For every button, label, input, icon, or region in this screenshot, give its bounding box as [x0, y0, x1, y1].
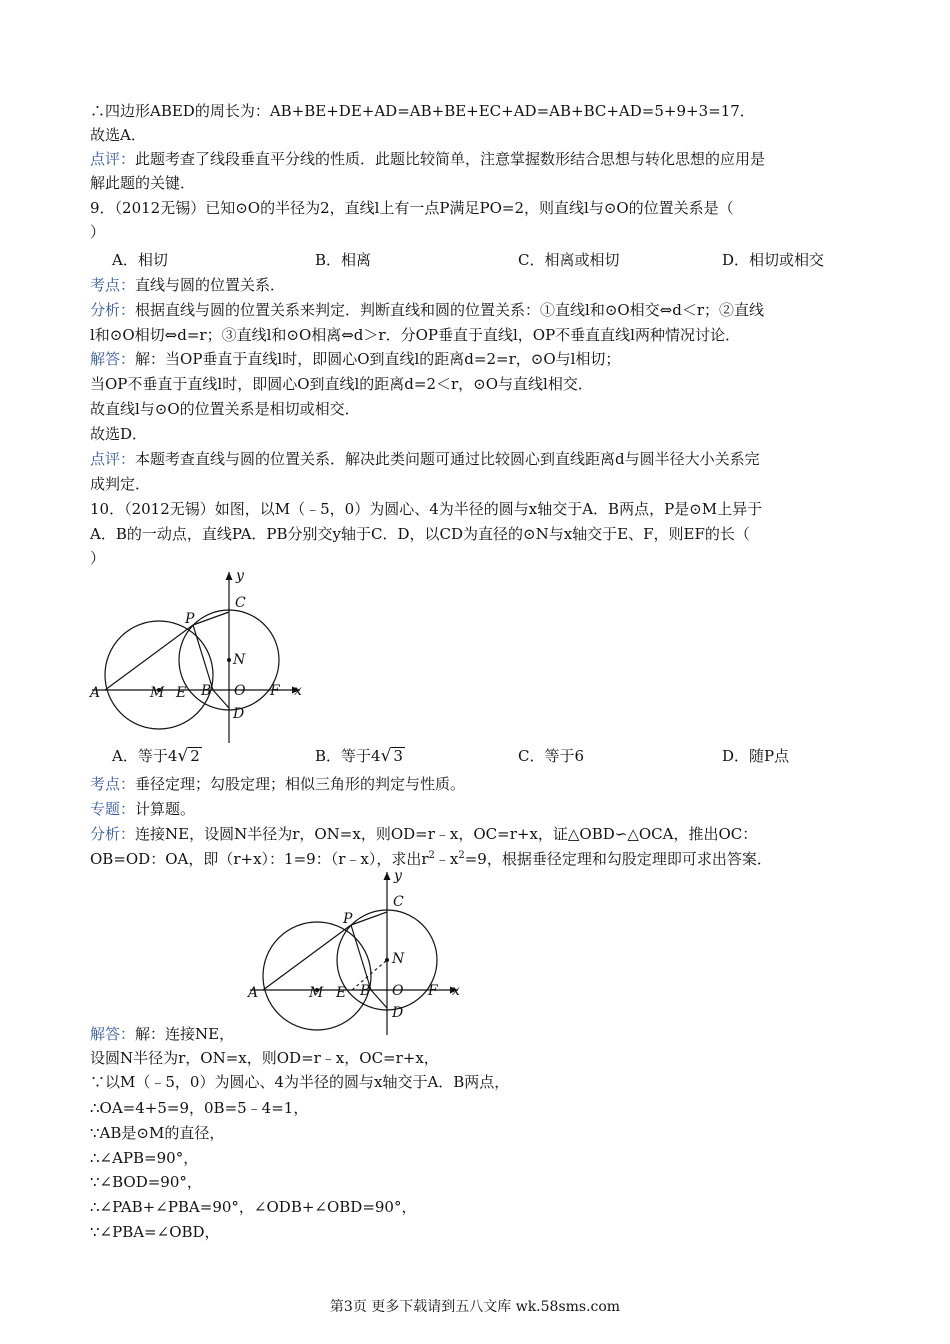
label-M: M [150, 685, 165, 701]
kaodian-text: 垂径定理；勾股定理；相似三角形的判定与性质。 [135, 775, 466, 793]
radicand: 2 [190, 747, 200, 765]
zhuanti-label: 专题： [90, 800, 136, 818]
text-line: 设圆N半径为r，ON=x，则OD=r﹣x，OC=r+x， [90, 1049, 439, 1067]
q10-zhuanti [90, 798, 195, 820]
text-line: ∴四边形ABED的周长为：AB+BE+DE+AD=AB+BE+EC+AD=AB+BC+AD=5+9+3=17． [90, 102, 755, 120]
jieda-text: 解：连接NE， [135, 1025, 235, 1043]
label-C: C [393, 894, 404, 910]
sqrt-icon: √ [380, 746, 392, 766]
radicand: 3 [393, 747, 403, 765]
label-D: D [392, 1005, 404, 1021]
label-M: M [309, 985, 324, 1001]
option-text: A．等于4 [112, 747, 178, 765]
zhuanti-text: 计算题。 [135, 800, 196, 818]
jieda-label: 解答： [90, 1025, 136, 1043]
fenxi-text: 根据直线与圆的位置关系来判定．判断直线和圆的位置关系：①直线l和⊙O相交⇔d＜r；②直线 [135, 301, 765, 319]
text-line: ∵∠BOD=90°， [90, 1173, 202, 1191]
label-O: O [234, 683, 246, 699]
kaodian-label: 考点： [90, 276, 136, 294]
option-text: B．等于4 [315, 747, 381, 765]
label-A: A [248, 985, 259, 1001]
text-line: 当OP不垂直于直线l时，即圆心O到直线l的距离d=2＜r，⊙O与直线l相交． [90, 375, 593, 393]
sqrt-icon: √ [177, 746, 189, 766]
text-line: ∴∠PAB+∠PBA=90°，∠ODB+∠OBD=90°， [90, 1198, 417, 1216]
label-E: E [176, 685, 187, 701]
review-line [90, 148, 765, 170]
geometry-figure-1 [88, 566, 308, 746]
jieda-text: 解：当OP垂直于直线l时，即圆心O到直线l的距离d=2=r，⊙O与l相切； [135, 350, 621, 368]
label-x: x [294, 683, 302, 699]
jieda-label: 解答： [90, 350, 136, 368]
fenxi-label: 分析： [90, 301, 136, 319]
label-F: F [270, 683, 280, 699]
q10-fenxi [90, 823, 757, 845]
q9-option-d: D．相切或相交 [722, 251, 825, 269]
text-line: ∵∠PBA=∠OBD， [90, 1223, 220, 1241]
label-A: A [90, 685, 101, 701]
kaodian-label: 考点： [90, 775, 136, 793]
label-C: C [235, 595, 246, 611]
label-P: P [343, 911, 353, 927]
text-line: ∵AB是⊙M的直径， [90, 1124, 225, 1142]
label-y: y [236, 568, 244, 584]
q10-option-c: C．等于6 [518, 747, 585, 765]
text-segment: OB=OD：OA，即（r+x）：1=9：（r﹣x），求出r [90, 850, 429, 868]
text-line: ∵以M（﹣5，0）为圆心、4为半径的圆与x轴交于A．B两点， [90, 1073, 510, 1091]
text-segment: =9，根据垂径定理和勾股定理即可求出答案． [464, 850, 772, 868]
q10-kaodian [90, 773, 465, 795]
text-line: 解此题的关键． [90, 174, 196, 192]
q9-fenxi [90, 299, 764, 321]
text-line: ∴OA=4+5=9，0B=5﹣4=1， [90, 1099, 309, 1117]
q9-option-a: A．相切 [112, 251, 168, 269]
label-O: O [392, 983, 404, 999]
q10-jieda [90, 1023, 234, 1045]
label-y: y [394, 868, 402, 884]
q9-kaodian [90, 274, 285, 296]
q10-option-b [315, 745, 405, 767]
label-D: D [233, 706, 245, 722]
superscript: 2 [428, 850, 435, 861]
question-10-title-cont: ） [90, 549, 106, 567]
label-N: N [233, 652, 246, 668]
label-N: N [392, 951, 405, 967]
geometry-figure-2 [245, 866, 470, 1038]
label-B: B [360, 983, 371, 999]
q9-dianping [90, 448, 760, 470]
question-9-title: 9．（2012无锡）已知⊙O的半径为2，直线l上有一点P满足PO=2，则直线l与⊙O的位置关系是（ [90, 199, 734, 217]
label-P: P [185, 611, 195, 627]
q9-fenxi-cont: l和⊙O相切⇔d=r；③直线l和⊙O相离⇔d＞r．分OP垂直于直线l，OP不垂直直线l两种情况讨论． [90, 326, 740, 344]
text-line: 故直线l与⊙O的位置关系是相切或相交． [90, 400, 360, 418]
question-9-title-cont: ） [90, 223, 106, 241]
fenxi-label: 分析： [90, 825, 136, 843]
text-line: 故选D． [90, 425, 148, 443]
kaodian-text: 直线与圆的位置关系． [135, 276, 286, 294]
q9-jieda [90, 348, 620, 370]
label-F: F [428, 983, 438, 999]
review-text: 本题考查直线与圆的位置关系．解决此类问题可通过比较圆心到直线距离d与圆半径大小关系完 [135, 450, 760, 468]
q10-option-d: D．随P点 [722, 747, 790, 765]
text-line: 成判定． [90, 475, 151, 493]
question-10-title: 10．（2012无锡）如图，以M（﹣5，0）为圆心、4为半径的圆与x轴交于A．B两点，P是⊙M上异于 [90, 500, 763, 518]
q10-option-a [112, 745, 202, 767]
review-text: 此题考查了线段垂直平分线的性质．此题比较简单，注意掌握数形结合思想与转化思想的应用是 [135, 150, 766, 168]
text-line: 故选A． [90, 126, 146, 144]
question-10-title-cont: A．B的一动点，直线PA．PB分别交y轴于C．D，以CD为直径的⊙N与x轴交于E、F，则EF的长（ [90, 525, 750, 543]
text-segment: ﹣x [434, 850, 459, 868]
label-B: B [201, 683, 212, 699]
page-footer: 第3页 更多下载请到五八文库 wk.58sms.com [329, 1299, 621, 1315]
review-label: 点评： [90, 150, 136, 168]
label-x: x [452, 983, 460, 999]
superscript: 2 [458, 850, 465, 861]
q9-option-c: C．相离或相切 [518, 251, 620, 269]
q9-option-b: B．相离 [315, 251, 372, 269]
review-label: 点评： [90, 450, 136, 468]
label-E: E [336, 985, 347, 1001]
fenxi-text: 连接NE，设圆N半径为r，ON=x，则OD=r﹣x，OC=r+x，证△OBD∽△OCA，推出OC： [135, 825, 758, 843]
text-line: ∴∠APB=90°， [90, 1149, 199, 1167]
